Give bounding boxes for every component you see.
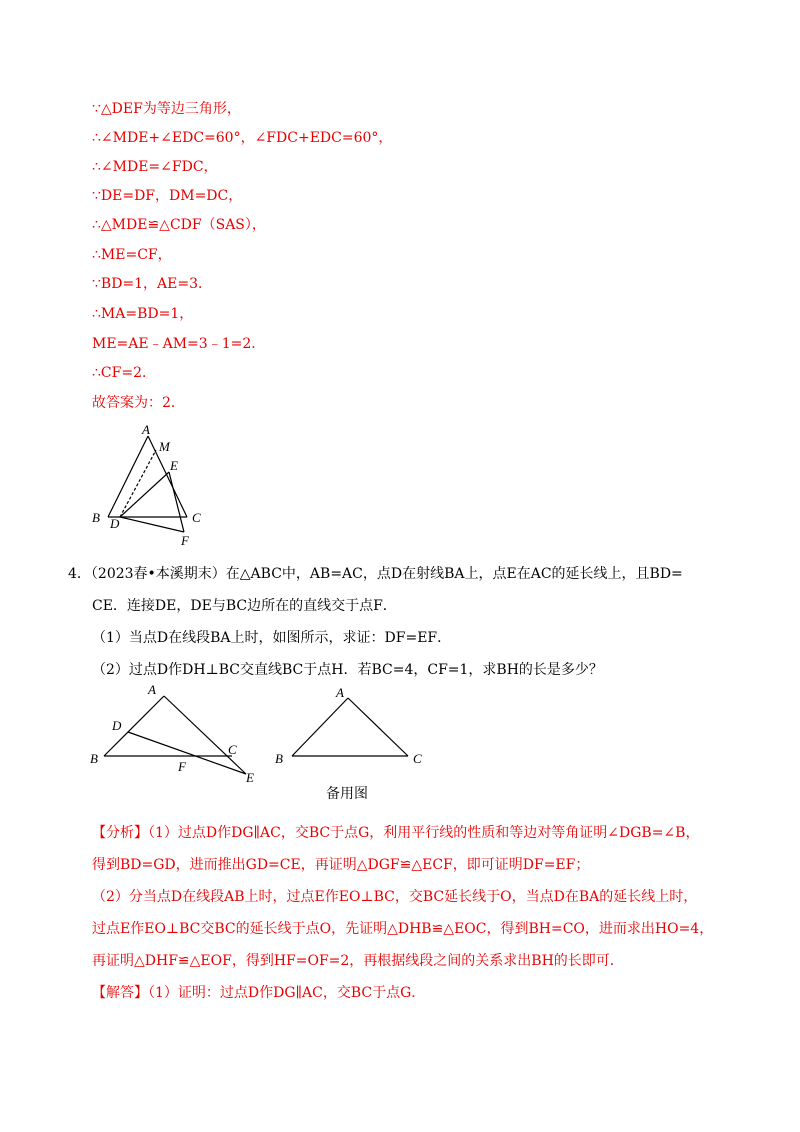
solution-line-3: ∴∠MDE=∠FDC， [92,159,218,175]
solution-line-5: ∴△MDE≌△CDF（SAS）， [92,217,266,233]
label-F: F [178,759,186,774]
answer-line-1: 【解答】（1）证明：过点D作DG∥AC，交BC于点G． [92,985,426,1001]
label-D: D [110,516,120,531]
label-A: A [336,685,344,700]
label-B: B [90,751,98,766]
problem-4-question-2: （2）过点D作DH⊥BC交直线BC于点H．若BC=4，CF=1，求BH的长是多少？ [92,662,603,678]
analysis-line-3: （2）分当点D在线段AB上时，过点E作EO⊥BC，交BC延长线于O，当点D在BA的延长线上时， [92,889,698,905]
label-E: E [246,770,254,782]
solution-line-8: ∴MA=BD=1， [92,306,194,322]
analysis-line-1: 【分析】（1）过点D作DG∥AC，交BC于点G，利用平行线的性质和等边对等角证明∠DGB=∠B， [92,825,700,841]
label-C: C [413,751,422,766]
problem-4-line-2: CE．连接DE，DE与BC边所在的直线交于点F． [92,598,397,614]
figure-triangle-2 [86,682,266,782]
label-A: A [148,682,156,697]
label-B: B [275,751,283,766]
solution-line-11: 故答案为：2． [92,395,185,411]
label-F: F [181,533,189,548]
label-M: M [159,439,170,454]
label-C: C [192,510,201,525]
problem-4-question-1: （1）当点D在线段BA上时，如图所示，求证：DF=EF． [92,630,452,646]
label-B: B [92,510,100,525]
figure-spare-triangle [270,682,440,777]
solution-line-7: ∵BD=1，AE=3． [92,276,213,292]
solution-line-2: ∴∠MDE+∠EDC=60°，∠FDC+EDC=60°， [92,130,393,146]
label-C: C [228,742,237,757]
figure-triangle-1 [80,418,230,548]
solution-line-6: ∴ME=CF， [92,247,172,263]
label-D: D [112,718,122,733]
figure-caption: 备用图 [326,786,368,802]
label-E: E [170,458,178,473]
analysis-line-5: 再证明△DHF≌△EOF，得到HF=OF=2，再根据线段之间的关系求出BH的长即可． [92,953,624,969]
analysis-line-4: 过点E作EO⊥BC交BC的延长线于点O，先证明△DHB≌△EOC，得到BH=CO，进而求出HO=4， [92,921,714,937]
solution-line-1: ∵△DEF为等边三角形， [92,101,241,117]
solution-line-4: ∵DE=DF，DM=DC， [92,188,243,204]
problem-4-line-1: 4．（2023春•本溪期末）在△ABC中，AB=AC，点D在射线BA上，点E在AC的延长线上，且BD= [68,566,683,582]
solution-line-10: ∴CF=2． [92,365,156,381]
label-A: A [142,422,150,437]
solution-line-9: ME=AE﹣AM=3﹣1=2． [92,336,266,352]
analysis-line-2: 得到BD=GD，进而推出GD=CE，再证明△DGF≌△ECF，即可证明DF=EF； [92,857,590,873]
